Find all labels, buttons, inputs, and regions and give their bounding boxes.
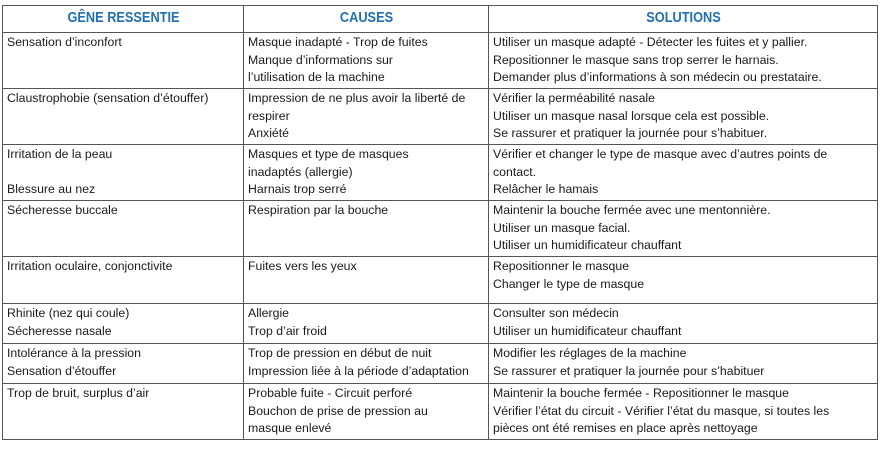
table-row (3, 145, 878, 201)
gene-line: Claustrophobie (sensation d’étouffer) (7, 91, 209, 105)
causes-line: Fuites vers les yeux (248, 259, 357, 273)
gene-line: Sécheresse buccale (7, 203, 118, 217)
cell-causes (244, 33, 489, 89)
header-causes: CAUSES (258, 6, 474, 33)
cell-gene (3, 201, 244, 257)
causes-line: Harnais trop serré (248, 182, 347, 196)
solutions-line: Demander plus d’informations à son médecin ou prestataire. (493, 70, 822, 84)
solutions-line: Consulter son médecin (493, 306, 619, 320)
cell-causes (244, 145, 489, 201)
causes-line: Trop de pression en début de nuit (248, 346, 432, 360)
gene-line: Sensation d’inconfort (7, 35, 122, 49)
cell-causes (244, 344, 489, 384)
cell-gene (3, 145, 244, 201)
cell-solutions (489, 89, 878, 145)
solutions-line: pièces ont été remises en place après nettoyage (493, 421, 758, 435)
solutions-line: Utiliser un humidificateur chauffant (493, 238, 682, 252)
gene-line: Irritation oculaire, conjonctivite (7, 259, 173, 273)
cell-gene (3, 89, 244, 145)
causes-line: Respiration par la bouche (248, 203, 389, 217)
symptoms-table (2, 5, 878, 440)
cell-solutions (489, 304, 878, 344)
cell-causes (244, 304, 489, 344)
table-row (3, 257, 878, 304)
table-row (3, 33, 878, 89)
solutions-line: Modifier les réglages de la machine (493, 346, 687, 360)
causes-line: Manque d’informations sur (248, 52, 393, 67)
solutions-line: Repositionner le masque sans trop serrer le harnais. (493, 52, 779, 67)
solutions-line: Vérifier la perméabilité nasale (493, 91, 655, 105)
causes-line: masque enlevé (248, 421, 332, 435)
cell-gene (3, 33, 244, 89)
causes-line: Impression liée à la période d’adaptation (248, 363, 469, 378)
causes-line: l’utilisation de la machine (248, 70, 385, 84)
gene-line: Irritation de la peau (7, 147, 113, 161)
cell-causes (244, 201, 489, 257)
solutions-line: Se rassurer et pratiquer la journée pour s’habituer (493, 363, 765, 378)
cell-solutions (489, 384, 878, 440)
header-row (3, 6, 878, 33)
gene-line: Rhinite (nez qui coule) (7, 306, 130, 320)
cell-solutions (489, 201, 878, 257)
header-gene: GÊNE RESSENTIE (17, 6, 229, 33)
header-solutions: SOLUTIONS (512, 6, 854, 33)
table-row (3, 304, 878, 344)
cell-causes (244, 384, 489, 440)
table-row (3, 384, 878, 440)
table-row (3, 89, 878, 145)
causes-line: respirer (248, 108, 290, 123)
cell-solutions (489, 145, 878, 201)
causes-line: Bouchon de prise de pression au (248, 403, 428, 418)
solutions-line: Se rassurer et pratiquer la journée pour s’habituer. (493, 126, 768, 140)
causes-line: inadaptés (allergie) (248, 164, 353, 179)
causes-line: Allergie (248, 306, 290, 320)
solutions-line: Maintenir la bouche fermée - Repositionner le masque (493, 386, 789, 400)
cell-solutions (489, 257, 878, 304)
cell-solutions (489, 33, 878, 89)
cell-gene (3, 344, 244, 384)
solutions-line: Utiliser un masque adapté - Détecter les fuites et y pallier. (493, 35, 808, 49)
solutions-line: Relâcher le hamais (493, 182, 599, 196)
cell-solutions (489, 344, 878, 384)
table-row (3, 344, 878, 384)
cell-causes (244, 89, 489, 145)
gene-line: Sensation d’étouffer (7, 363, 117, 378)
solutions-line: Repositionner le masque (493, 259, 630, 273)
cell-causes (244, 257, 489, 304)
gene-line: Blessure au nez (7, 182, 96, 196)
solutions-line: contact. (493, 164, 537, 179)
causes-line: Anxiété (248, 126, 290, 140)
cell-gene (3, 384, 244, 440)
causes-line: Masques et type de masques (248, 147, 409, 161)
gene-line: Intolérance à la pression (7, 346, 141, 360)
solutions-line: Utiliser un humidificateur chauffant (493, 323, 682, 338)
gene-line: Sécheresse nasale (7, 323, 112, 338)
causes-line: Impression de ne plus avoir la liberté de (248, 91, 466, 105)
table-body (3, 33, 878, 440)
cell-gene (3, 304, 244, 344)
solutions-line: Vérifier et changer le type de masque avec d’autres points de (493, 147, 828, 161)
cell-gene (3, 257, 244, 304)
causes-line: Masque inadapté - Trop de fuites (248, 35, 428, 49)
table-row (3, 201, 878, 257)
gene-line: Trop de bruit, surplus d’air (7, 386, 150, 400)
solutions-line: Utiliser un masque facial. (493, 220, 631, 235)
solutions-line: Changer le type de masque (493, 276, 645, 291)
causes-line: Probable fuite - Circuit perforé (248, 386, 413, 400)
solutions-line: Maintenir la bouche fermée avec une mentonnière. (493, 203, 771, 217)
causes-line: Trop d’air froid (248, 323, 327, 338)
solutions-line: Utiliser un masque nasal lorsque cela est possible. (493, 108, 770, 123)
solutions-line: Vérifier l’état du circuit - Vérifier l’état du masque, si toutes les (493, 403, 830, 418)
gene-line (7, 164, 240, 182)
